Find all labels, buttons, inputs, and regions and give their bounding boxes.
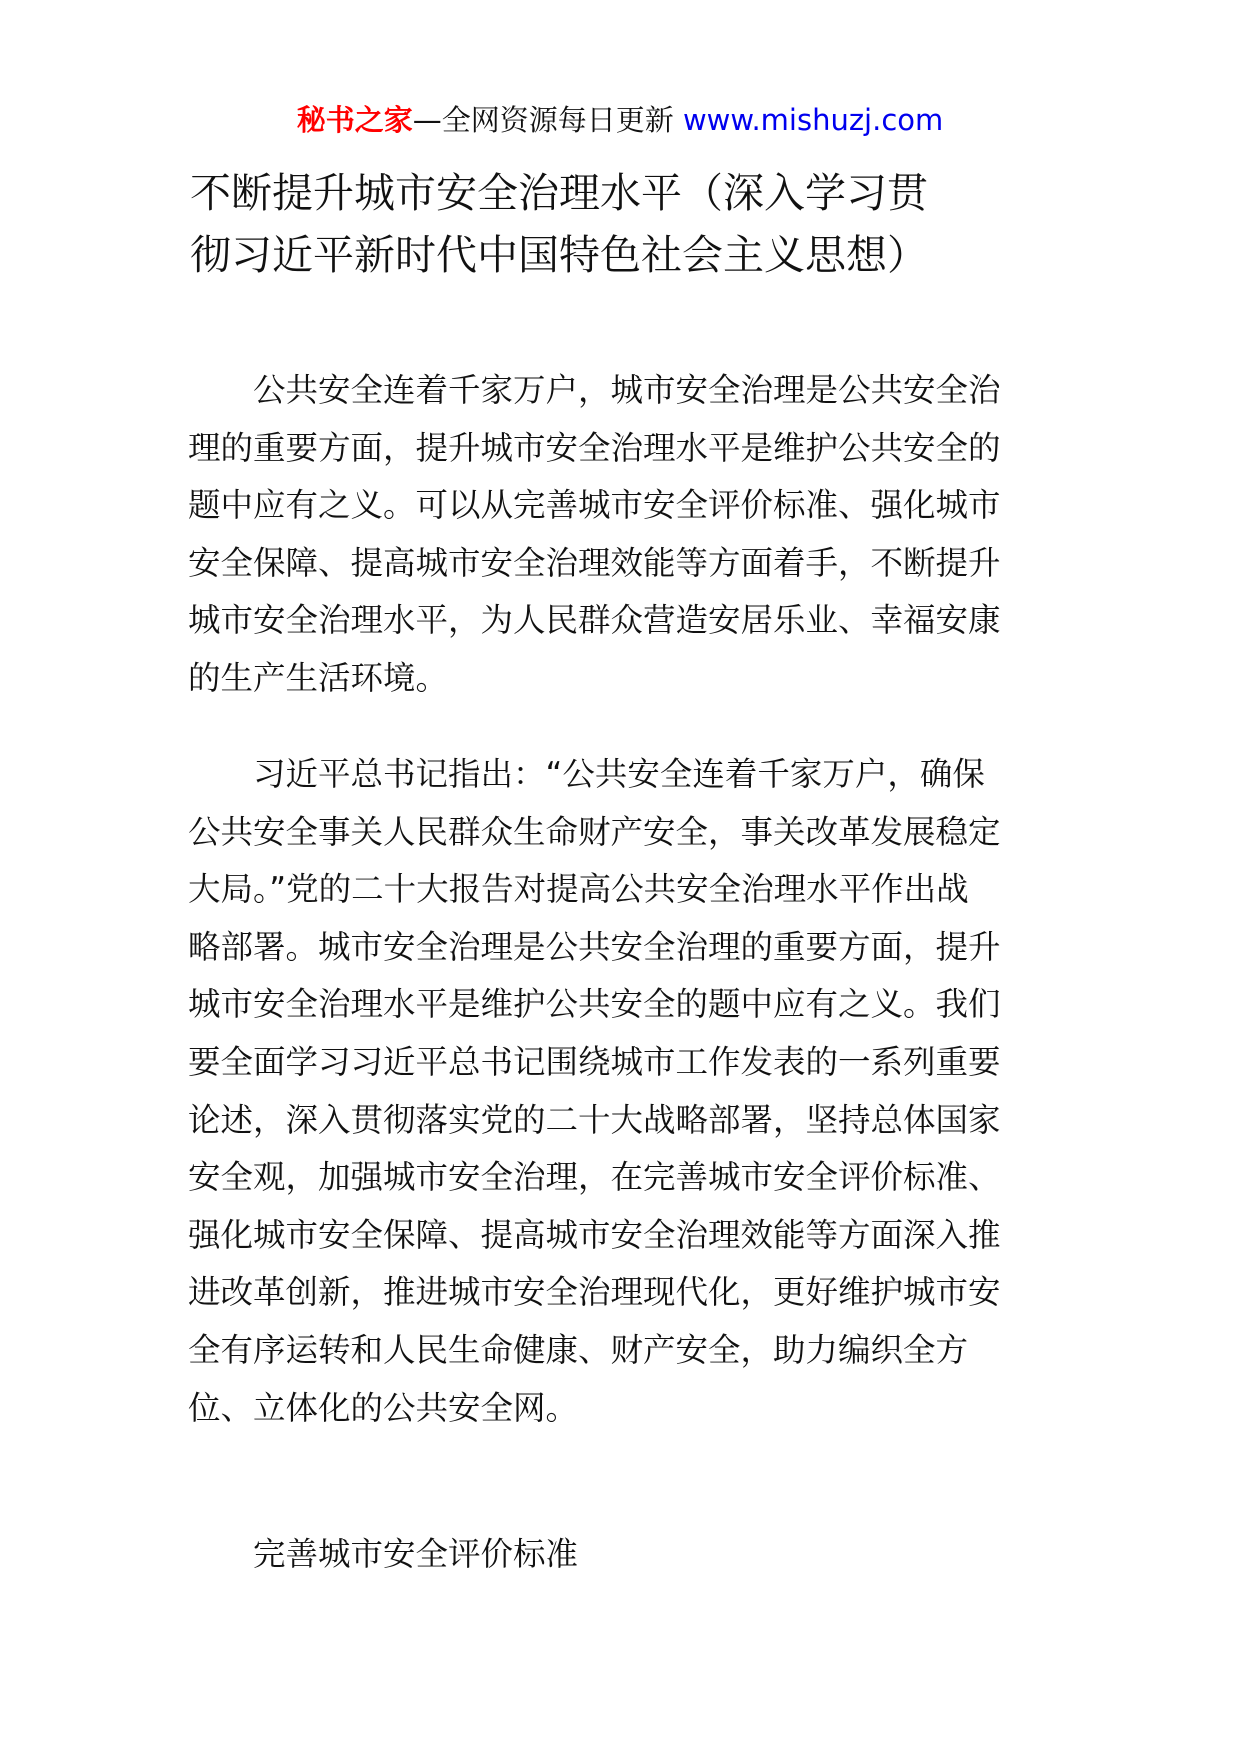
paragraph-line: 位、立体化的公共安全网。: [188, 1388, 579, 1427]
paragraph-line: 论述，深入贯彻落实党的二十大战略部署，坚持总体国家: [188, 1100, 1001, 1139]
paragraph-line: 城市安全治理水平是维护公共安全的题中应有之义。我们: [188, 985, 1001, 1024]
paragraph-line: 的生产生活环境。: [188, 658, 449, 697]
paragraph-line: 公共安全事关人民群众生命财产安全，事关改革发展稳定: [188, 812, 1001, 851]
paragraph-line: 要全面学习习近平总书记围绕城市工作发表的一系列重要: [188, 1042, 1001, 1081]
paragraph-line: 城市安全治理水平，为人民群众营造安居乐业、幸福安康: [188, 601, 1001, 640]
site-url-link[interactable]: www.mishuzj.com: [682, 103, 944, 137]
paragraph-line: 略部署。城市安全治理是公共安全治理的重要方面，提升: [188, 927, 1001, 966]
banner-tagline: —全网资源每日更新: [412, 103, 683, 137]
section-heading-text: 完善城市安全评价标准: [188, 1535, 579, 1573]
title-line: 不断提升城市安全治理水平（深入学习贯: [190, 169, 928, 217]
site-banner: [0, 100, 1240, 140]
paragraph-line: 习近平总书记指出：“公共安全连着千家万户，确保: [188, 755, 985, 793]
paragraph-1: [188, 362, 1052, 708]
paragraph-line: 全有序运转和人民生命健康、财产安全，助力编织全方: [188, 1330, 969, 1369]
brand-name: 秘书之家: [296, 103, 413, 137]
paragraph-line: 公共安全连着千家万户，城市安全治理是公共安全治: [188, 371, 1001, 409]
paragraph-2: [188, 746, 1052, 1437]
paragraph-line: 进改革创新，推进城市安全治理现代化，更好维护城市安: [188, 1273, 1001, 1312]
document-title: [190, 162, 1070, 286]
paragraph-line: 理的重要方面，提升城市安全治理水平是维护公共安全的: [188, 428, 1001, 467]
paragraph-line: 强化城市安全保障、提高城市安全治理效能等方面深入推: [188, 1215, 1001, 1254]
paragraph-line: 大局。”党的二十大报告对提高公共安全治理水平作出战: [188, 870, 969, 909]
paragraph-line: 题中应有之义。可以从完善城市安全评价标准、强化城市: [188, 486, 1001, 525]
section-heading: [188, 1526, 1052, 1584]
title-line: 彻习近平新时代中国特色社会主义思想）: [190, 231, 928, 279]
paragraph-line: 安全保障、提高城市安全治理效能等方面着手，不断提升: [188, 543, 1001, 582]
paragraph-line: 安全观，加强城市安全治理，在完善城市安全评价标准、: [188, 1158, 1001, 1197]
